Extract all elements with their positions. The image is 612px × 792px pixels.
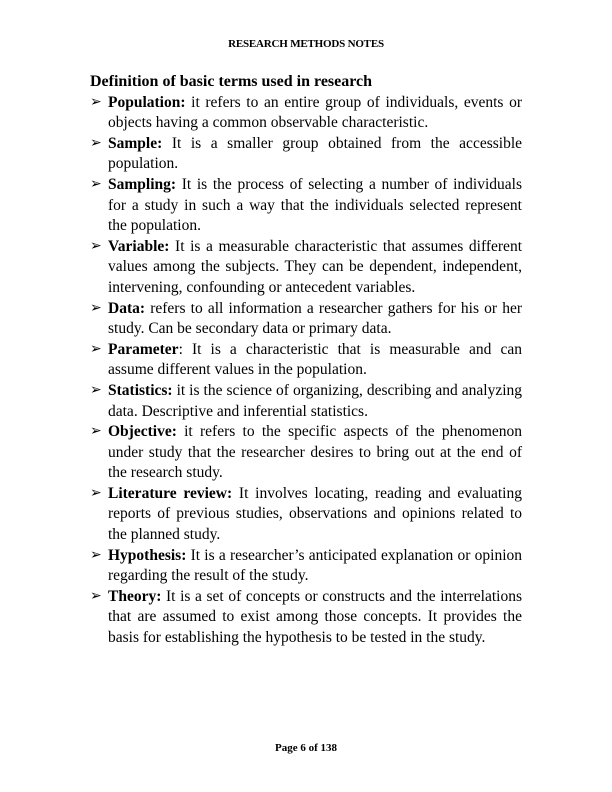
term-definition: refers to all information a researcher gathers for his or her study. Can be secondary data or primary data. [108, 299, 523, 338]
page-header: RESEARCH METHODS NOTES [228, 38, 384, 50]
definition-item-hypothesis [90, 546, 522, 587]
term-label: Statistics: [108, 381, 173, 399]
arrow-bullet-icon: ➢ [90, 341, 102, 357]
definition-item-variable [90, 237, 522, 299]
definition-item-parameter [90, 340, 522, 381]
term-label: Variable: [108, 237, 170, 255]
definition-item-objective [90, 422, 522, 484]
arrow-bullet-icon: ➢ [90, 547, 102, 563]
term-definition: It is a measurable characteristic that assumes different values among the subjects. They can be dependent, independent, intervening, confounding or antecedent variables. [108, 237, 522, 296]
definition-item-sample [90, 134, 522, 175]
definitions-list [90, 93, 522, 649]
term-definition: : It is a characteristic that is measurable and can assume different values in the population. [108, 340, 522, 379]
term-definition: It is a researcher’s anticipated explanation or opinion regarding the result of the study. [108, 546, 523, 585]
term-label: Sampling: [108, 175, 177, 193]
arrow-bullet-icon: ➢ [90, 424, 102, 440]
term-label: Data: [108, 299, 146, 317]
definition-item-data [90, 299, 522, 340]
arrow-bullet-icon: ➢ [90, 485, 102, 501]
term-definition: it refers to the specific aspects of the phenomenon under study that the researcher desires to bring out at the end of the research study. [108, 423, 522, 482]
definition-item-sampling [90, 175, 522, 237]
term-label: Parameter [108, 340, 179, 358]
term-label: Hypothesis: [108, 546, 187, 564]
definition-item-statistics [90, 381, 522, 422]
arrow-bullet-icon: ➢ [90, 176, 102, 192]
term-label: Objective: [108, 423, 177, 441]
term-label: Literature review: [108, 484, 233, 502]
page-number: Page 6 of 138 [274, 742, 337, 754]
document-body [90, 72, 522, 649]
term-label: Population: [108, 93, 186, 111]
term-definition: it refers to an entire group of individuals, events or objects having a common observable characteristic. [108, 93, 522, 132]
term-label: Sample: [108, 134, 163, 152]
definition-item-literature-review [90, 484, 522, 546]
arrow-bullet-icon: ➢ [90, 588, 102, 604]
definition-item-population [90, 93, 522, 134]
arrow-bullet-icon: ➢ [90, 94, 102, 110]
term-definition: It is the process of selecting a number of individuals for a study in such a way that the individuals selected represent the population. [108, 175, 522, 235]
arrow-bullet-icon: ➢ [90, 238, 102, 254]
arrow-bullet-icon: ➢ [90, 300, 102, 316]
term-label: Theory: [108, 587, 162, 605]
term-definition: It is a smaller group obtained from the accessible population. [108, 134, 523, 173]
arrow-bullet-icon: ➢ [90, 382, 102, 398]
definition-item-theory [90, 587, 522, 649]
arrow-bullet-icon: ➢ [90, 135, 102, 151]
term-definition: it is the science of organizing, describing and analyzing data. Descriptive and inferential statistics. [108, 381, 523, 420]
term-definition: It is a set of concepts or constructs and the interrelations that are assumed to exist among those concepts. It provides the basis for establishing the hypothesis to be tested in the study. [108, 587, 522, 647]
section-heading: Definition of basic terms used in research [90, 73, 373, 90]
term-definition: It involves locating, reading and evaluating reports of previous studies, observations and opinions related to the planned study. [108, 484, 522, 544]
